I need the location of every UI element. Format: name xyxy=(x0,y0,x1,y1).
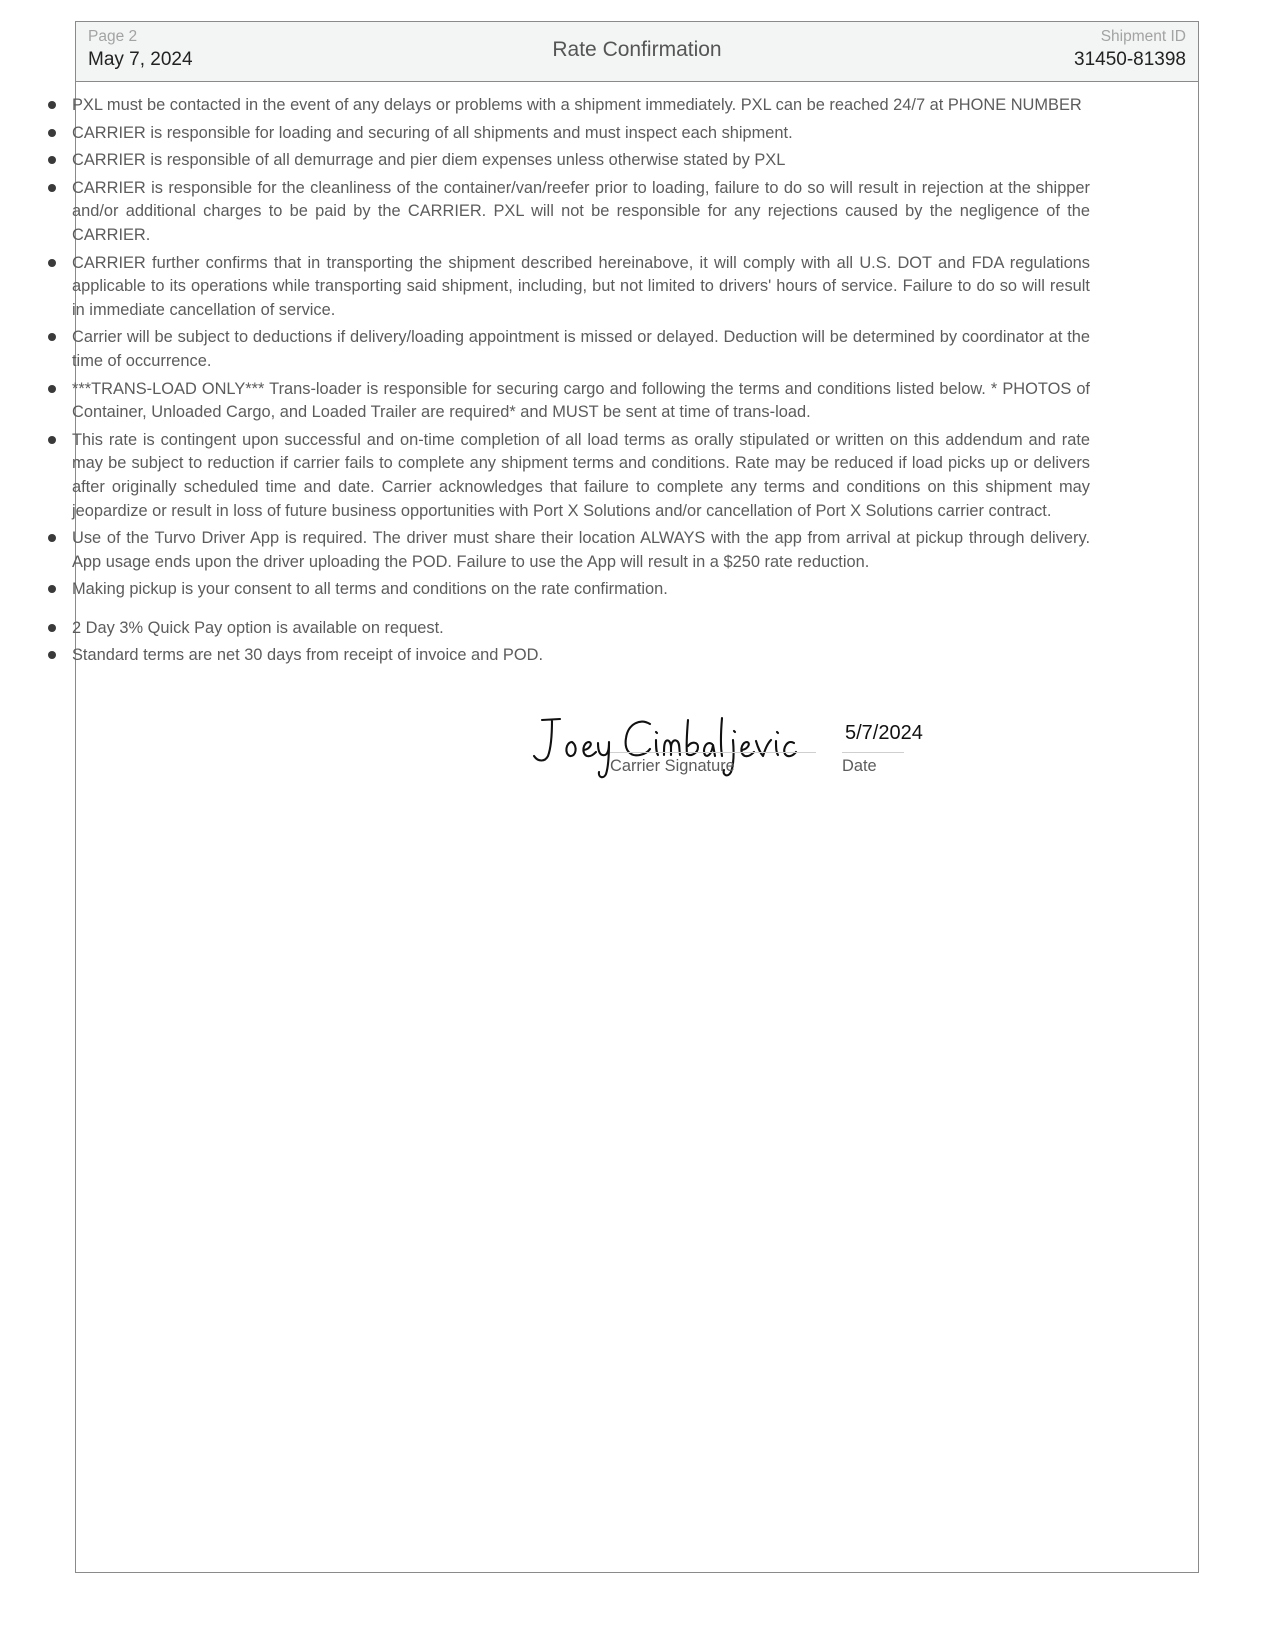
term-item: CARRIER is responsible for loading and securing of all shipments and must inspect each shipment. xyxy=(46,122,1090,146)
page-title: Rate Confirmation xyxy=(552,38,722,61)
document-date: May 7, 2024 xyxy=(88,49,193,70)
signature-label: Carrier Signature xyxy=(610,757,735,775)
term-item: CARRIER is responsible for the cleanliness of the container/van/reefer prior to loading, failure to do so will result in rejection at the shipper and/or additional charges to be paid by the CARRIER. PXL will not be responsible for any rejections caused by the negligence of the CARRIER. xyxy=(46,177,1090,248)
payment-term-item: 2 Day 3% Quick Pay option is available on request. xyxy=(46,617,1090,641)
terms-list xyxy=(46,94,1090,672)
term-item: Carrier will be subject to deductions if delivery/loading appointment is missed or delayed. Deduction will be determined by coordinator at the time of occurrence. xyxy=(46,326,1090,373)
header-right xyxy=(1074,28,1186,74)
term-item: CARRIER further confirms that in transporting the shipment described hereinabove, it will comply with all U.S. DOT and FDA regulations applicable to its operations while transporting said shipment, including, but not limited to drivers' hours of service. Failure to do so will result in immediate cancellation of service. xyxy=(46,252,1090,323)
payment-term-item: Standard terms are net 30 days from receipt of invoice and POD. xyxy=(46,644,1090,668)
term-item: ***TRANS-LOAD ONLY*** Trans-loader is responsible for securing cargo and following the terms and conditions listed below. * PHOTOS of Container, Unloaded Cargo, and Loaded Trailer are required* and MUST be sent at time of trans-load. xyxy=(46,378,1090,425)
page-header xyxy=(76,22,1198,82)
term-item: PXL must be contacted in the event of any delays or problems with a shipment immediately. PXL can be reached 24/7 at PHONE NUMBER xyxy=(46,94,1090,118)
signature-line xyxy=(610,752,816,753)
date-line xyxy=(842,752,904,753)
term-item: This rate is contingent upon successful and on-time completion of all load terms as orally stipulated or written on this addendum and rate may be subject to reduction if carrier fails to complete any shipment terms and conditions. Rate may be reduced if load picks up or delivers after originally scheduled time and date. Carrier acknowledges that failure to complete any terms and conditions on this shipment may jeopardize or result in loss of future business opportunities with Port X Solutions and/or cancellation of Port X Solutions carrier contract. xyxy=(46,429,1090,523)
term-item: Making pickup is your consent to all terms and conditions on the rate confirmation. xyxy=(46,578,1090,602)
signature-block xyxy=(520,712,980,792)
shipment-id-label: Shipment ID xyxy=(1100,28,1186,45)
date-label: Date xyxy=(842,757,877,775)
term-item: CARRIER is responsible of all demurrage and pier diem expenses unless otherwise stated by PXL xyxy=(46,149,1090,173)
signature-date: 5/7/2024 xyxy=(845,722,923,744)
page-number: Page 2 xyxy=(88,28,138,45)
shipment-id: 31450-81398 xyxy=(1074,49,1186,70)
term-item: Use of the Turvo Driver App is required. The driver must share their location ALWAYS with the app from arrival at pickup through delivery. App usage ends upon the driver uploading the POD. Failure to use the App will result in a $250 rate reduction. xyxy=(46,527,1090,574)
